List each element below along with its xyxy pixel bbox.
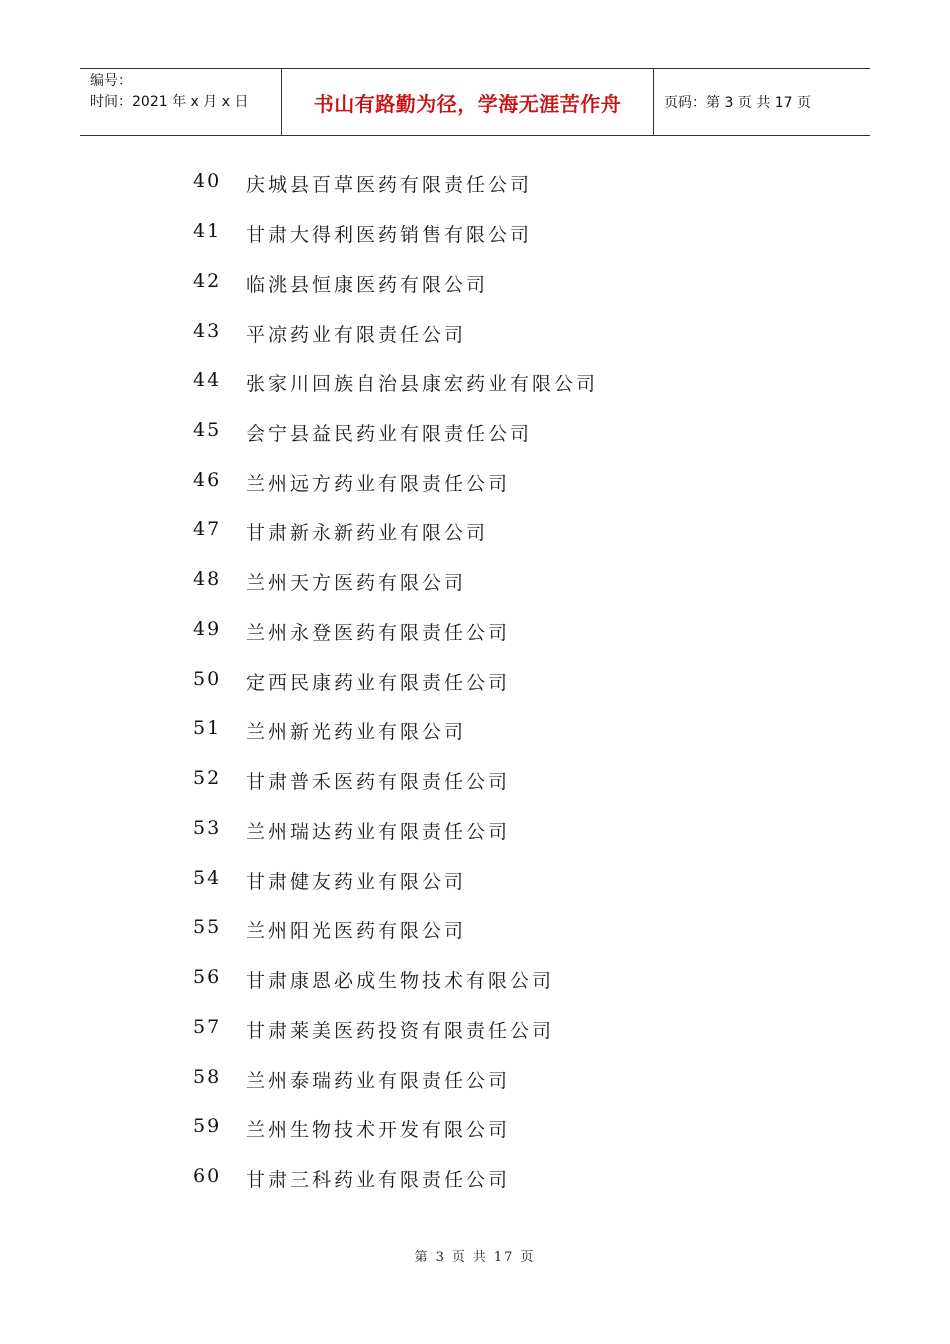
company-name: 甘肃三科药业有限责任公司 [246,1169,511,1191]
document-date: 时间：2021 年 x 月 x 日 [90,94,249,110]
company-name: 甘肃新永新药业有限公司 [246,522,489,544]
company-name: 甘肃健友药业有限公司 [246,871,467,893]
company-name: 会宁县益民药业有限责任公司 [246,423,533,445]
page-header [80,68,870,136]
list-item [0,956,950,996]
footer-page-word: 页 [451,1250,467,1265]
item-number: 45 [193,419,222,441]
item-number: 49 [193,618,222,640]
header-page-info: 页码：第 3 页 共 17 页 [664,95,811,111]
company-name: 庆城县百草医药有限责任公司 [246,174,533,196]
list-item [0,608,950,648]
list-item [0,459,950,499]
page-footer [0,1246,950,1265]
footer-total-pages: 17 [493,1250,515,1265]
item-number: 52 [193,767,222,789]
list-item [0,210,950,250]
item-number: 42 [193,270,222,292]
item-number: 44 [193,369,222,391]
item-number: 46 [193,469,222,491]
item-number: 59 [193,1115,222,1137]
item-number: 53 [193,817,222,839]
company-name: 临洮县恒康医药有限公司 [246,274,489,296]
list-item [0,906,950,946]
list-item [0,1006,950,1046]
item-number: 47 [193,518,222,540]
item-number: 56 [193,966,222,988]
item-number: 54 [193,867,222,889]
list-item [0,409,950,449]
list-item [0,160,950,200]
item-number: 48 [193,568,222,590]
footer-suffix: 页 [520,1250,536,1265]
list-item [0,508,950,548]
company-name: 兰州泰瑞药业有限责任公司 [246,1070,511,1092]
company-name: 定西民康药业有限责任公司 [246,672,511,694]
footer-total-word: 共 [472,1250,488,1265]
item-number: 51 [193,717,222,739]
list-item [0,558,950,598]
list-item [0,260,950,300]
list-item [0,1155,950,1195]
item-number: 60 [193,1165,222,1187]
item-number: 50 [193,668,222,690]
company-name: 兰州永登医药有限责任公司 [246,622,511,644]
company-name: 兰州阳光医药有限公司 [246,920,467,942]
item-number: 40 [193,170,222,192]
item-number: 41 [193,220,222,242]
company-name: 兰州生物技术开发有限公司 [246,1119,511,1141]
list-item [0,757,950,797]
company-name: 甘肃莱美医药投资有限责任公司 [246,1020,555,1042]
list-item [0,807,950,847]
company-name: 兰州新光药业有限公司 [246,721,467,743]
footer-prefix: 第 [414,1250,430,1265]
list-item [0,1105,950,1145]
header-meta [80,69,282,135]
list-item [0,1056,950,1096]
footer-current-page: 3 [435,1250,446,1265]
header-motto: 书山有路勤为径，学海无涯苦作舟 [282,69,654,135]
company-name: 甘肃大得利医药销售有限公司 [246,224,533,246]
document-code-label: 编号： [90,73,132,89]
company-name: 兰州天方医药有限公司 [246,572,467,594]
company-name: 兰州远方药业有限责任公司 [246,473,511,495]
list-item [0,857,950,897]
company-name: 甘肃普禾医药有限责任公司 [246,771,511,793]
company-name: 甘肃康恩必成生物技术有限公司 [246,970,555,992]
list-item [0,359,950,399]
company-name: 张家川回族自治县康宏药业有限公司 [246,373,599,395]
list-item [0,707,950,747]
list-item [0,310,950,350]
item-number: 58 [193,1066,222,1088]
item-number: 43 [193,320,222,342]
item-number: 57 [193,1016,222,1038]
item-number: 55 [193,916,222,938]
company-name: 平凉药业有限责任公司 [246,324,467,346]
list-item [0,658,950,698]
company-name: 兰州瑞达药业有限责任公司 [246,821,511,843]
